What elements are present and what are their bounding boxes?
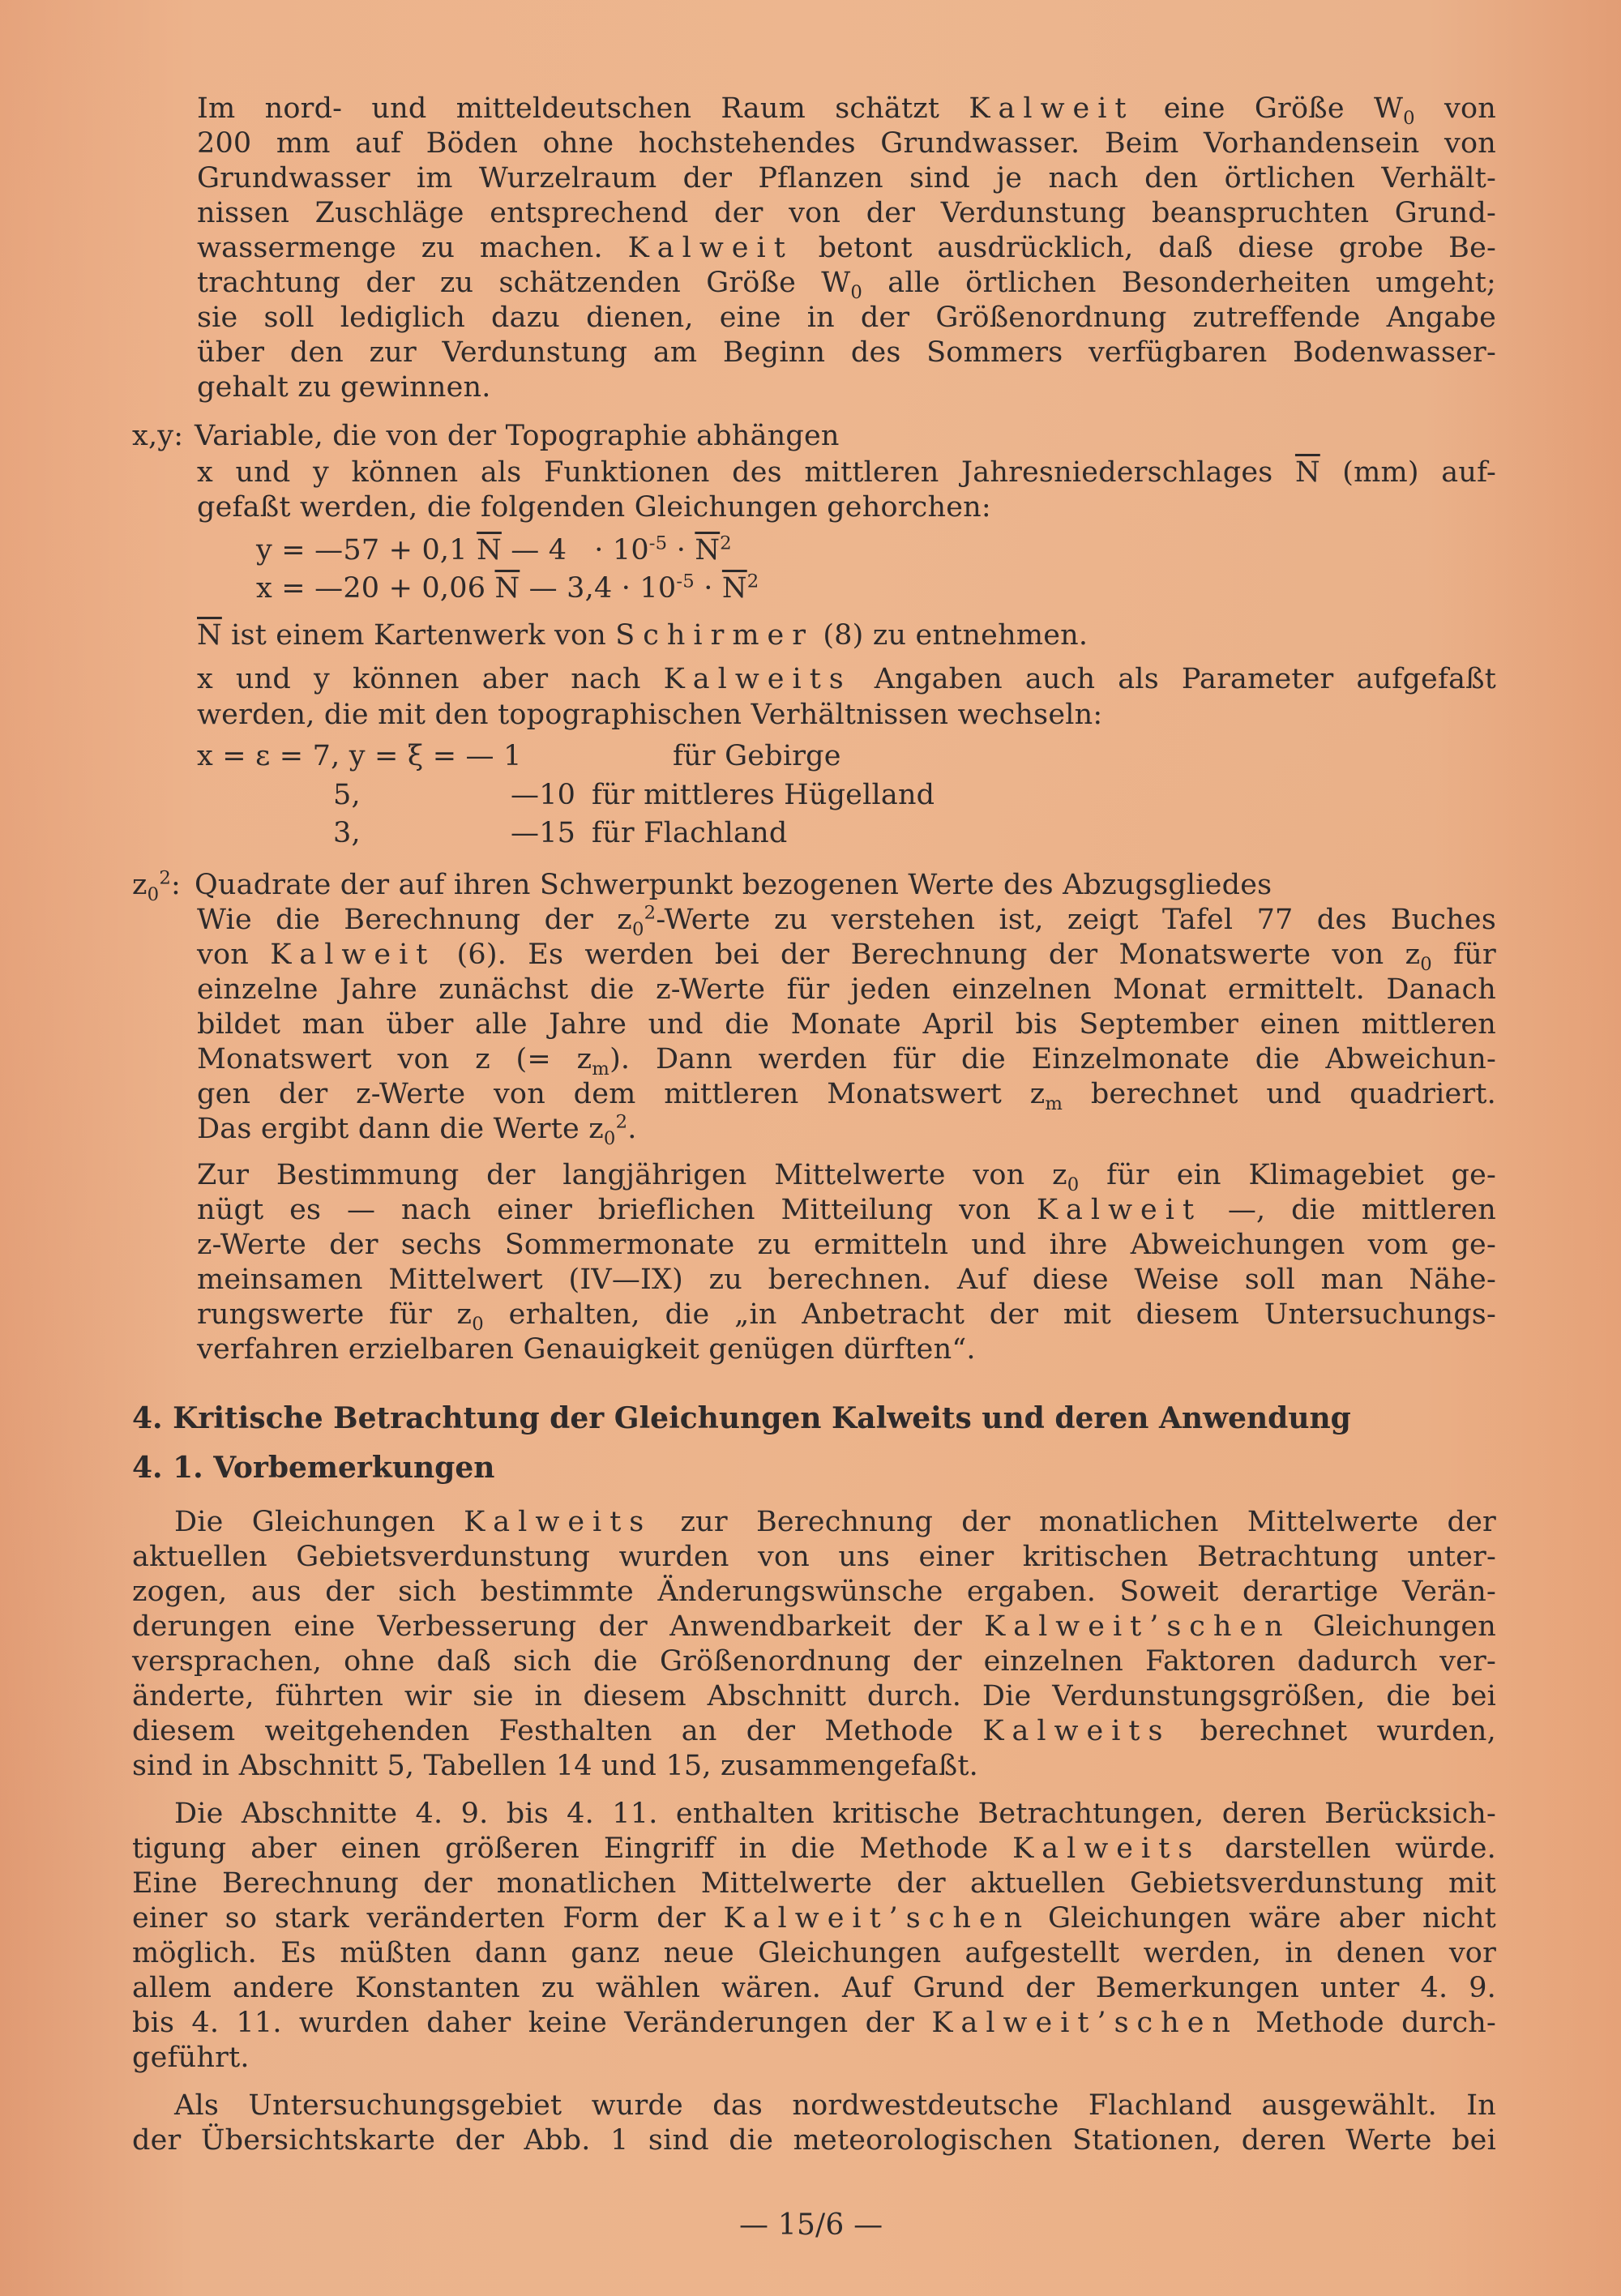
text-line: tigung aber einen größeren Eingriff in die Methode Kalweits darstellen würde. <box>132 1832 1497 1865</box>
text-line: nügt es — nach einer brieflichen Mitteilung von Kalweit —, die mittleren <box>197 1194 1497 1226</box>
text-line: Monatswert von z (= $z_m$). Dann werden für die Einzelmonate die Abweichun- <box>197 1043 1497 1080</box>
param-row-huegelland-x: 5, <box>333 779 361 811</box>
param-row-flachland-label: für Flachland <box>592 817 788 849</box>
text-line: Grundwasser im Wurzelraum der Pflanzen sind je nach den örtlichen Verhält- <box>197 162 1496 195</box>
text-line: sie soll lediglich dazu dienen, eine in der Größenordnung zutreffende Angabe <box>197 301 1496 334</box>
section-heading-4-1: 4. 1. Vorbemerkungen <box>132 1451 495 1485</box>
text-line: Die Abschnitte 4. 9. bis 4. 11. enthalten kritische Betrachtungen, deren Berücksich- <box>174 1798 1496 1830</box>
text-line: x und y können aber nach Kalweits Angaben auch als Parameter aufgefaßt <box>197 663 1497 695</box>
param-row-gebirge-label: für Gebirge <box>673 740 841 772</box>
text-line: allem andere Konstanten zu wählen wären. Auf Grund der Bemerkungen unter 4. 9. <box>132 1972 1496 2004</box>
text-line: wassermenge zu machen. Kalweit betont ausdrücklich, daß diese grobe Be- <box>197 232 1497 264</box>
text-line: über den zur Verdunstung am Beginn des Sommers verfügbaren Bodenwasser- <box>197 336 1496 369</box>
text-line: verfahren erzielbaren Genauigkeit genügen dürften“. <box>197 1333 976 1366</box>
param-row-gebirge: x = ε = 7, y = ξ = — 1 <box>197 740 522 772</box>
text-line: einer so stark veränderten Form der Kalweit’schen Gleichungen wäre aber nicht <box>132 1902 1497 1935</box>
text-line: bis 4. 11. wurden daher keine Veränderungen der Kalweit’schen Methode durch- <box>132 2007 1497 2039</box>
text-line: Zur Bestimmung der langjährigen Mittelwerte von $z_0$ für ein Klimagebiet ge- <box>197 1159 1497 1195</box>
equation-y: y = —57 + 0,1 $\overline{N}$ — 4 · $10^{-5} \cdot \overline{N}^2$ <box>256 532 732 567</box>
section-heading-4: 4. Kritische Betrachtung der Gleichungen Kalweits und deren Anwendung <box>132 1401 1351 1435</box>
text-line: 200 mm auf Böden ohne hochstehendes Grundwasser. Beim Vorhandensein von <box>197 127 1496 160</box>
text-line: bildet man über alle Jahre und die Monate April bis September einen mittleren <box>197 1008 1496 1041</box>
text-line: Als Untersuchungsgebiet wurde das nordwestdeutsche Flachland ausgewählt. In <box>174 2089 1496 2122</box>
page-number: — 15/6 — <box>739 2208 883 2242</box>
text-line: einzelne Jahre zunächst die z-Werte für jeden einzelnen Monat ermittelt. Danach <box>197 973 1496 1006</box>
text-line: Variable, die von der Topographie abhängen <box>195 420 840 452</box>
text-line: sind in Abschnitt 5, Tabellen 14 und 15, zusammengefaßt. <box>132 1750 978 1782</box>
text-line: der Übersichtskarte der Abb. 1 sind die meteorologischen Stationen, deren Werte bei <box>132 2124 1496 2157</box>
term-label: $z_0^2$: <box>132 867 182 905</box>
text-line: Wie die Berechnung der $z_0^2$-Werte zu verstehen ist, zeigt Tafel 77 des Buches <box>197 902 1496 940</box>
param-row-huegelland-label: für mittleres Hügelland <box>592 779 935 811</box>
text-line: Das ergibt dann die Werte $z_0^2$. <box>197 1111 637 1149</box>
term-label: x,y: <box>132 420 184 452</box>
equation-x: x = —20 + 0,06 $\overline{N}$ — $3,4 \cdot 10^{-5} \cdot \overline{N}^2$ <box>256 571 759 605</box>
text-line: von Kalweit (6). Es werden bei der Berechnung der Monatswerte von $z_0$ für <box>197 938 1496 975</box>
param-row-flachland-x: 3, <box>333 817 361 849</box>
param-row-flachland-y: —15 <box>511 817 576 849</box>
text-line: gefaßt werden, die folgenden Gleichungen gehorchen: <box>197 491 991 524</box>
param-row-huegelland-y: —10 <box>511 779 576 811</box>
text-line: geführt. <box>132 2042 250 2074</box>
text-line: derungen eine Verbesserung der Anwendbarkeit der Kalweit’schen Gleichungen <box>132 1610 1496 1643</box>
text-line: meinsamen Mittelwert (IV—IX) zu berechnen. Auf diese Weise soll man Nähe- <box>197 1263 1496 1296</box>
text-line: Die Gleichungen Kalweits zur Berechnung der monatlichen Mittelwerte der <box>174 1506 1496 1538</box>
text-line: rungswerte für $z_0$ erhalten, die „in Anbetracht der mit diesem Untersuchungs- <box>197 1298 1496 1335</box>
text-line: werden, die mit den topographischen Verhältnissen wechseln: <box>197 699 1103 731</box>
text-line: zogen, aus der sich bestimmte Änderungswünsche ergaben. Soweit derartige Verän- <box>132 1576 1496 1608</box>
text-line: versprachen, ohne daß sich die Größenordnung der einzelnen Faktoren dadurch ver- <box>132 1645 1496 1678</box>
text-line: Eine Berechnung der monatlichen Mittelwerte der aktuellen Gebietsverdunstung mit <box>132 1867 1496 1900</box>
text-line: Im nord- und mitteldeutschen Raum schätzt Kalweit eine Größe $W_0$ von <box>197 92 1497 129</box>
text-line: trachtung der zu schätzenden Größe $W_0$ alle örtlichen Besonderheiten umgeht; <box>197 267 1497 303</box>
text-line: diesem weitgehenden Festhalten an der Methode Kalweits berechnet wurden, <box>132 1715 1496 1747</box>
text-line: x und y können als Funktionen des mittleren Jahresniederschlages $\overline{N}$ (mm) auf- <box>197 456 1497 489</box>
text-line: änderte, führten wir sie in diesem Abschnitt durch. Die Verdunstungsgrößen, die bei <box>132 1680 1496 1712</box>
text-line: aktuellen Gebietsverdunstung wurden von uns einer kritischen Betrachtung unter- <box>132 1541 1496 1573</box>
text-line: gehalt zu gewinnen. <box>197 371 491 404</box>
text-line: $\overline{N}$ ist einem Kartenwerk von Schirmer (8) zu entnehmen. <box>197 619 1089 652</box>
text-line: Quadrate der auf ihren Schwerpunkt bezogenen Werte des Abzugsgliedes <box>195 869 1272 901</box>
text-line: z-Werte der sechs Sommermonate zu ermitteln und ihre Abweichungen vom ge- <box>197 1229 1496 1261</box>
text-line: nissen Zuschläge entsprechend der von der Verdunstung beanspruchten Grund- <box>197 197 1496 229</box>
text-line: möglich. Es müßten dann ganz neue Gleichungen aufgestellt werden, in denen vor <box>132 1937 1496 1969</box>
text-line: gen der z-Werte von dem mittleren Monatswert $z_m$ berechnet und quadriert. <box>197 1078 1496 1114</box>
